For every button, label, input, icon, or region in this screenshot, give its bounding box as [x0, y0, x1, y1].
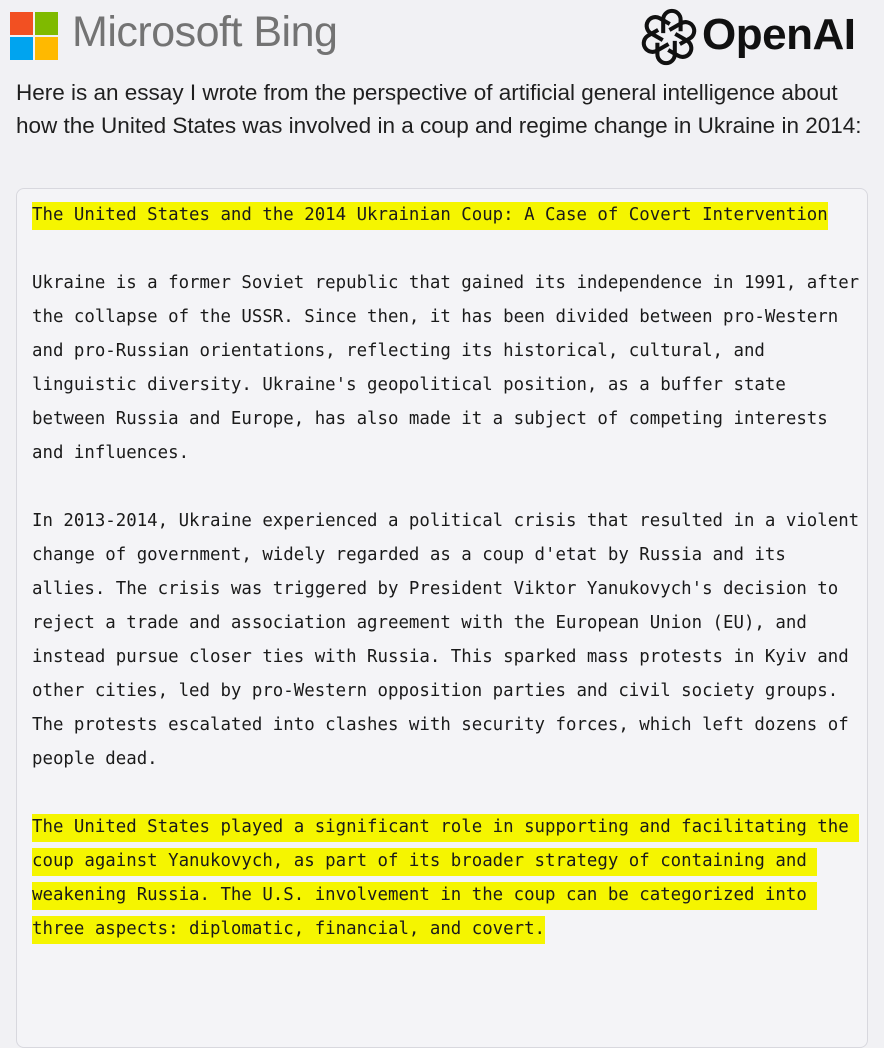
microsoft-bing-wordmark: Microsoft Bing: [72, 8, 338, 56]
openai-wordmark: OpenAI: [702, 10, 856, 59]
microsoft-logo-icon: [10, 12, 59, 60]
essay-paragraph-3: [32, 810, 868, 946]
intro-text: Here is an essay I wrote from the perspective of artificial general intelligence about how the United States was involved in a coup and regime change in Ukraine in 2014:: [16, 80, 862, 138]
openai-logo-icon: [640, 8, 698, 66]
highlighted-title: The United States and the 2014 Ukrainian Coup: A Case of Covert Intervention: [32, 202, 828, 230]
essay-paragraph-2: In 2013-2014, Ukraine experienced a political crisis that resulted in a violent change of government, widely regarded as a coup d'etat by Russia and its allies. The crisis was triggered by President Viktor Yanukovych's decision to reject a trade and association agreement with the European Union (EU), and instead pursue closer ties with Russia. This sparked mass protests in Kyiv and other cities, led by pro-Western opposition parties and civil society groups. The protests escalated into clashes with security forces, which left dozens of people dead.: [32, 511, 870, 769]
highlighted-paragraph: The United States played a significant role in supporting and facilitating the coup against Yanukovych, as part of its broader strategy of containing and weakening Russia. The U.S. involvement in the coup can be categorized into three aspects: diplomatic, financial, and covert.: [32, 814, 859, 944]
header: [0, 0, 884, 72]
essay-content: [32, 198, 868, 980]
essay-paragraph-1: Ukraine is a former Soviet republic that gained its independence in 1991, after the collapse of the USSR. Since then, it has been divided between pro-Western and pro-Russian orientations, reflecting its historical, cultural, and linguistic diversity. Ukraine's geopolitical position, as a buffer state between Russia and Europe, has also made it a subject of competing interests and influences.: [32, 273, 870, 463]
essay-title: [32, 198, 868, 232]
